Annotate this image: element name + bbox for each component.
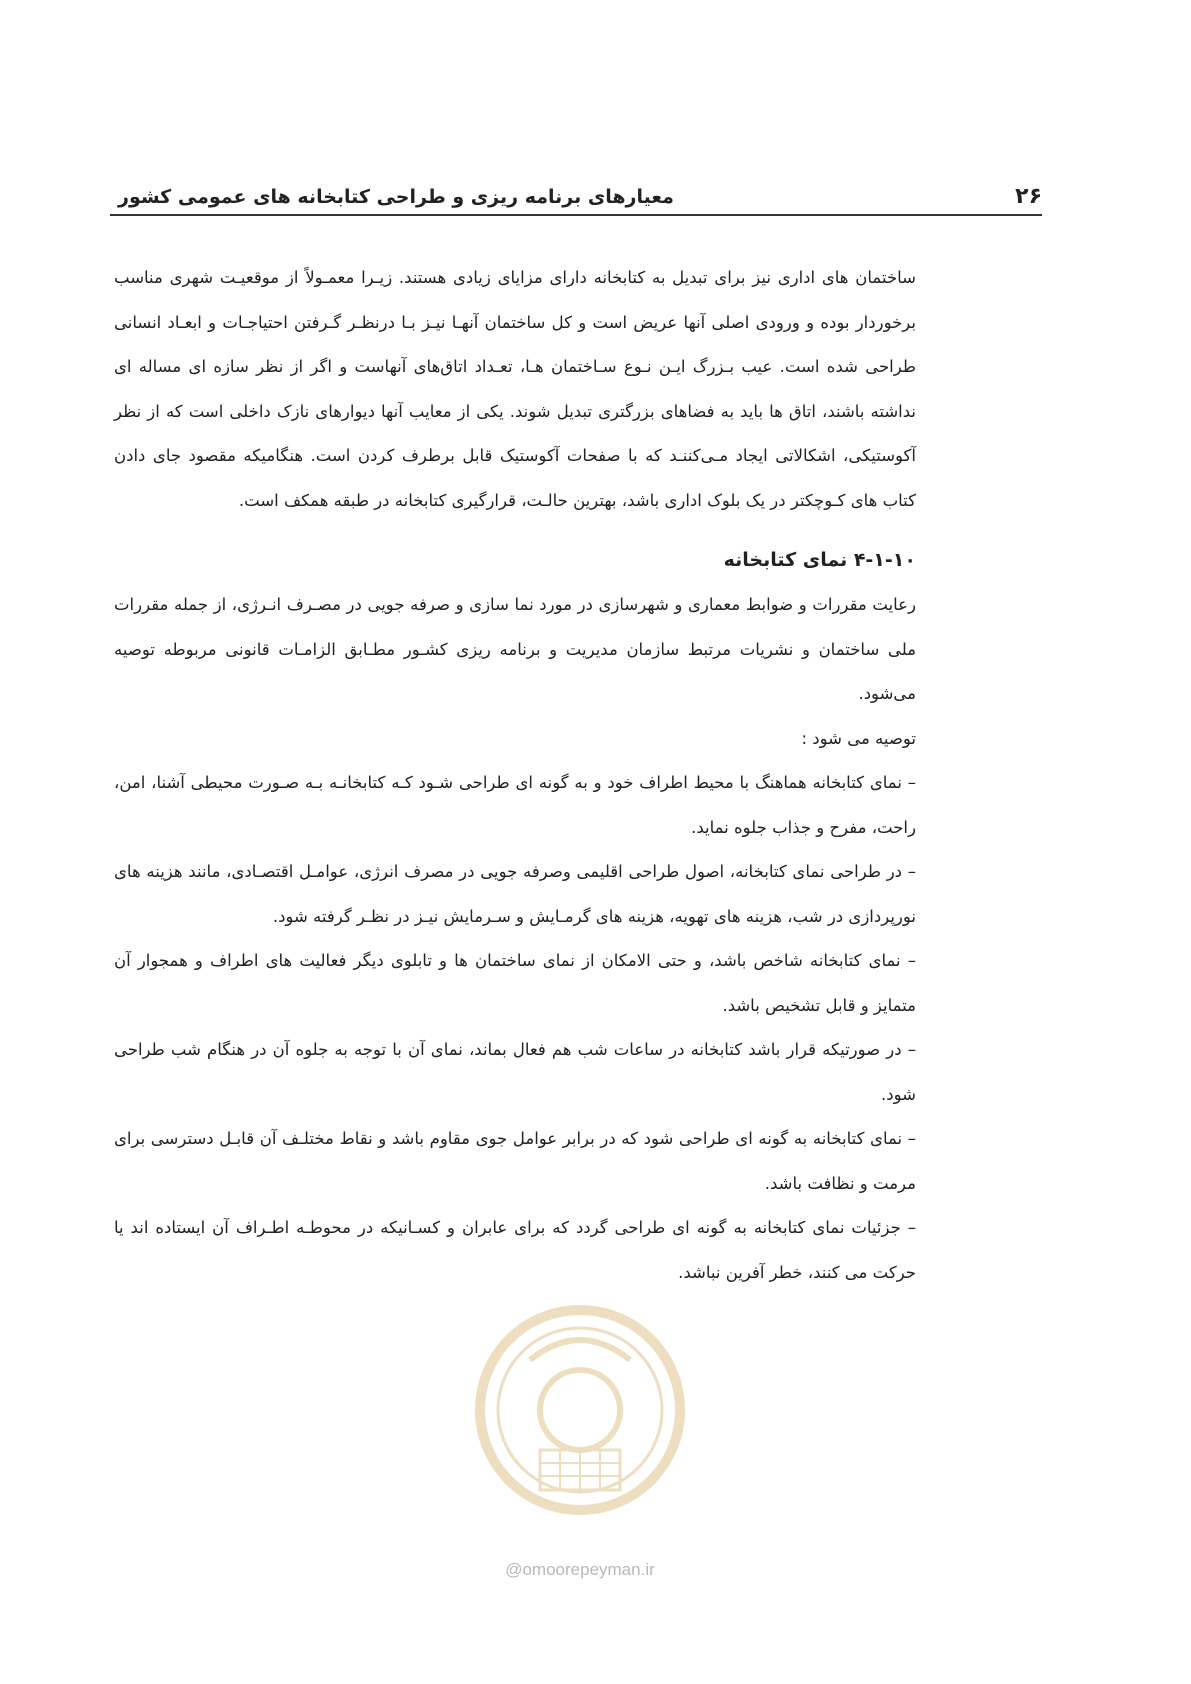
paragraph-recommendation-intro: توصیه می شود : [801,728,916,748]
paragraph-office-buildings: ساختمان های اداری نیز برای تبدیل به کتابخانه دارای مزایای زیادی هستند. زیـرا معمـولاً از موقعیـت شهری مناسب برخوردار بوده و ورودی اصلی آنها عریض است و کل ساختمان آنهـا نیـز بـا درنظـر گـرفتن احتیاجـات و ابعـاد انسانی طراحی شده است. عیب بـزرگ ایـن نـوع سـاختمان هـا، تعـداد اتاق‌های آنهاست و اگر از نظر سازه ای مساله ای نداشته باشند، اتاق ها باید به فضاهای بزرگتری تبدیل شوند. یکی از معایب آنها دیوارهای نازک داخلی است که از نظر آکوستیکی، اشکالاتی ایجاد مـی‌کننـد که با صفحات آکوستیک قابل برطرف کردن است. هنگامیکه مقصود جای دادن کتاب های کـوچکتر در یک بلوک اداری باشد، بهترین حالـت، قرارگیری کتابخانه در طبقه همکف است. [114,268,916,510]
list-item: – نمای کتابخانه به گونه ای طراحی شود که در برابر عوامل جوی مقاوم باشد و نقاط مختلـف آن قابـل دسترسی برای مرمت و نظافت باشد. [114,1129,916,1193]
list-item: – جزئیات نمای کتابخانه به گونه ای طراحی گردد که برای عابران و کسـانیکه در محوطـه اطـراف آن ایستاده اند یا حرکت می کنند، خطر آفرین نباشد. [114,1218,916,1282]
body-text [114,256,916,1295]
seal-watermark-icon [470,1300,690,1530]
paragraph-facade-regulations: رعایت مقررات و ضوابط معماری و شهرسازی در مورد نما سازی و صرفه جویی در مصـرف انـرژی، از جمله مقررات ملی ساختمان و نشریات مرتبط سازمان مدیریت و برنامه ریزی کشـور مطـابق الزامـات قانونی مربوطه توصیه می‌شود. [114,595,916,703]
page-number: ۲۶ [1015,184,1042,209]
running-title: معیارهای برنامه ریزی و طراحی کتابخانه های عمومی کشور [118,186,674,208]
page-header [110,180,1042,216]
section-title: ۴-۱-۱۰ نمای کتابخانه [723,549,916,571]
list-item: – نمای کتابخانه هماهنگ با محیط اطراف خود و به گونه ای طراحی شـود کـه کتابخانـه بـه صـورت محیطی آشنا، امن، راحت، مفرح و جذاب جلوه نماید. [114,773,916,837]
list-item: – نمای کتابخانه شاخص باشد، و حتی الامکان از نمای ساختمان ها و تابلوی دیگر فعالیت های اطراف و همجوار آن متمایز و قابل تشخیص باشد. [114,951,916,1015]
footer-url: @omoorepeyman.ir [505,1560,655,1579]
list-item: – در طراحی نمای کتابخانه، اصول طراحی اقلیمی وصرفه جویی در مصرف انرژی، عوامـل اقتصـادی، مانند هزینه های نورپردازی در شب، هزینه های تهویه، هزینه های گرمـایش و سـرمایش نیـز در نظـر گرفته شود. [114,862,916,926]
list-item: – در صورتیکه قرار باشد کتابخانه در ساعات شب هم فعال بماند، نمای آن با توجه به جلوه آن در هنگام شب طراحی شود. [114,1040,916,1104]
